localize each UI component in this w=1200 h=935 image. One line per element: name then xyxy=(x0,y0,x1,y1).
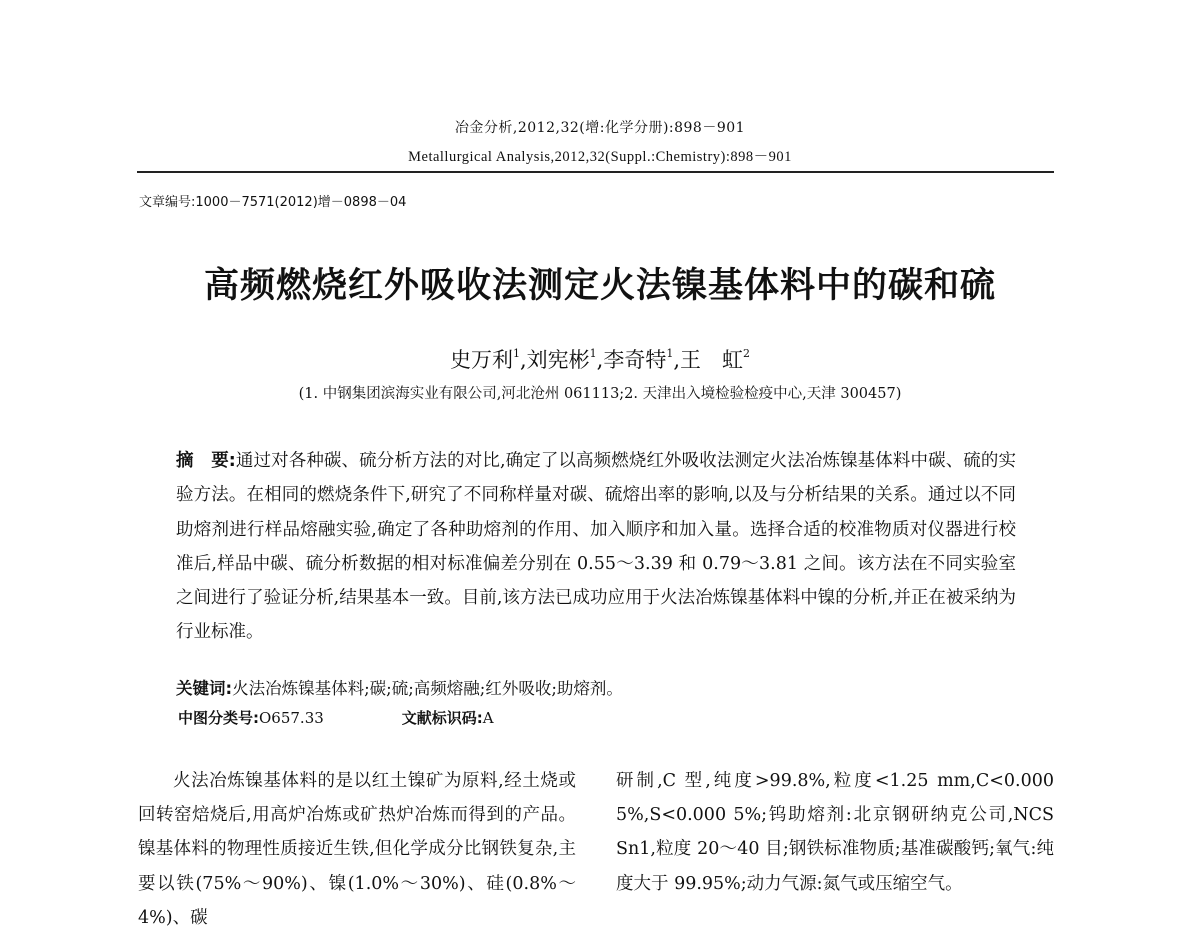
author-affiliation-mark: 1 xyxy=(666,347,674,360)
article-number: 文章编号:1000－7571(2012)增－0898－04 xyxy=(139,195,407,210)
body-right-column: 研制,C 型,纯度>99.8%,粒度<1.25 mm,C<0.000 5%,S<0.000 5%;钨助熔剂:北京钢研纳克公司,NCS Sn1,粒度 20～40 目;钢铁标准物质;基准碳酸钙;氧气:纯度大于 99.95%;动力气源:氮气或压缩空气。 xyxy=(616,771,1054,894)
author-name: 刘宪彬 xyxy=(526,348,590,372)
author-name: 李奇特 xyxy=(603,348,667,372)
keywords-text: 火法冶炼镍基体料;碳;硫;高频熔融;红外吸收;助熔剂。 xyxy=(232,679,623,698)
paper-title: 高频燃烧红外吸收法测定火法镍基体料中的碳和硫 xyxy=(203,266,996,306)
classification xyxy=(178,707,494,728)
author-name: 王 虹 xyxy=(680,348,744,372)
abstract xyxy=(176,444,1016,650)
header-rule xyxy=(137,171,1054,173)
author-affiliation-mark: 1 xyxy=(589,347,597,360)
journal-header-en: Metallurgical Analysis,2012,32(Suppl.:Chemistry):898－901 xyxy=(408,149,792,165)
affiliations: (1. 中钢集团滨海实业有限公司,河北沧州 061113;2. 天津出入境检验检疫中心,天津 300457) xyxy=(298,386,902,402)
author-affiliation-mark: 1 xyxy=(512,347,520,360)
author-affiliation-mark: 2 xyxy=(743,347,751,360)
author-name: 史万利 xyxy=(449,348,513,372)
clc-label: 中图分类号: xyxy=(178,709,259,727)
abstract-text: 通过对各种碳、硫分析方法的对比,确定了以高频燃烧红外吸收法测定火法冶炼镍基体料中碳、硫的实验方法。在相同的燃烧条件下,研究了不同称样量对碳、硫熔出率的影响,以及与分析结果的关系。通过以不同助熔剂进行样品熔融实验,确定了各种助熔剂的作用、加入顺序和加入量。选择合适的校准物质对仪器进行校准后,样品中碳、硫分析数据的相对标准偏差分别在 0.55～3.39 和 0.79～3.81 之间。该方法在不同实验室之间进行了验证分析,结果基本一致。目前,该方法已成功应用于火法冶炼镍基体料中镍的分析,并正在被采纳为行业标准。 xyxy=(176,451,1017,643)
author-list xyxy=(0,344,1200,374)
author-separator: , xyxy=(596,348,604,372)
clc-value: O657.33 xyxy=(259,709,324,727)
author-separator: , xyxy=(673,348,681,372)
doc-code-label: 文献标识码: xyxy=(401,709,483,727)
keywords xyxy=(176,675,1016,699)
keywords-label: 关键词: xyxy=(176,679,233,698)
author-separator: , xyxy=(519,348,527,372)
body-left-column: 火法冶炼镍基体料的是以红土镍矿为原料,经土烧或回转窑焙烧后,用高炉冶炼或矿热炉冶炼而得到的产品。镍基体料的物理性质接近生铁,但化学成分比钢铁复杂,主要以铁(75%～90%)、镍(1.0%～30%)、硅(0.8%～4%)、碳 xyxy=(138,771,576,928)
doc-code-value: A xyxy=(482,709,494,727)
abstract-label: 摘 要: xyxy=(176,451,236,471)
journal-header-cn: 冶金分析,2012,32(增:化学分册):898－901 xyxy=(454,120,746,136)
